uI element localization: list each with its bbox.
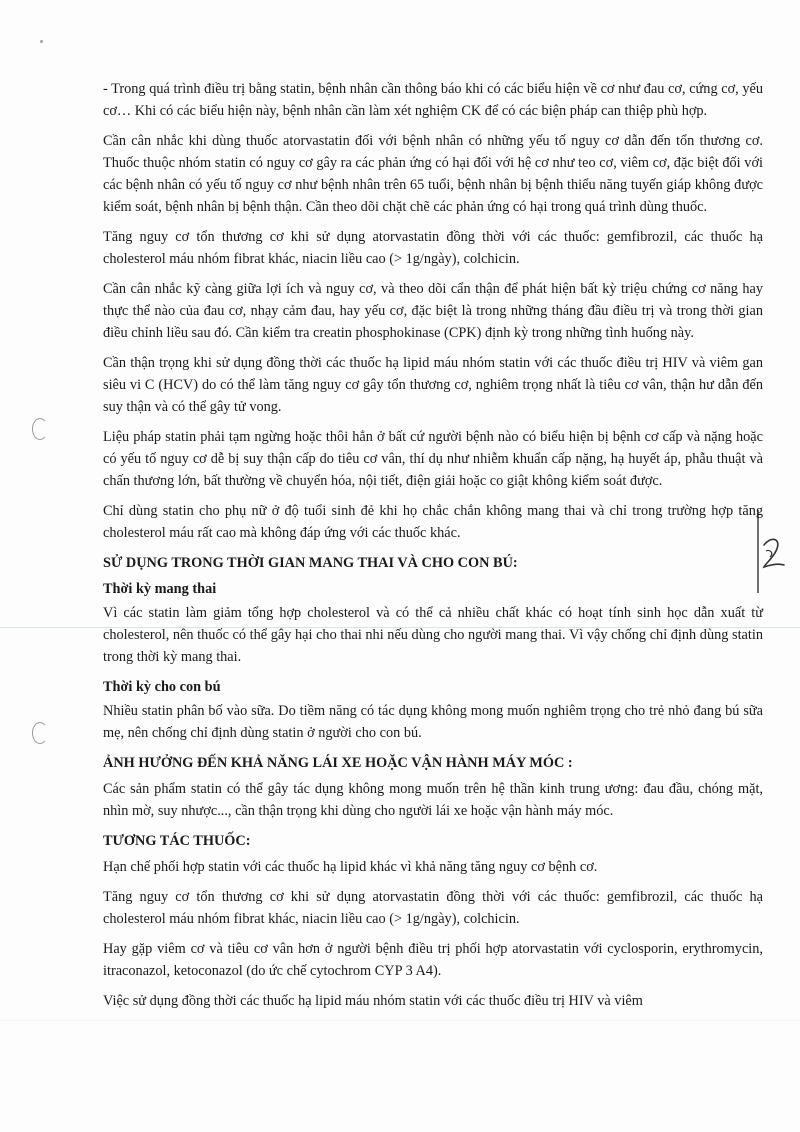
scan-speck	[40, 40, 43, 43]
paragraph-women-childbearing-age: Chỉ dùng statin cho phụ nữ ở độ tuổi sinh đẻ khi họ chắc chắn không mang thai và chỉ trong trường hợp tăng cholesterol máu rất cao mà không đáp ứng với các thuốc khác.	[103, 503, 763, 541]
paragraph-stop-therapy: Liệu pháp statin phải tạm ngừng hoặc thôi hẳn ở bất cứ người bệnh nào có biểu hiện bị bệnh cơ cấp và nặng hoặc có yếu tố nguy cơ dễ bị suy thận cấp do tiêu cơ vân, thí dụ như nhiễm khuẩn cấp nặng, hạ huyết áp, phẫu thuật và chấn thương lớn, bất thường về chuyển hóa, nội tiết, điện giải hoặc co giật không kiểm soát được.	[103, 429, 763, 489]
paragraph-combined-drugs-risk: Tăng nguy cơ tổn thương cơ khi sử dụng atorvastatin đồng thời với các thuốc: gemfibrozil, các thuốc hạ cholesterol máu nhóm fibrat khác, niacin liều cao (> 1g/ngày), colchicin.	[103, 229, 763, 267]
paragraph-breastfeeding: Nhiều statin phân bố vào sữa. Do tiềm năng có tác dụng không mong muốn nghiêm trọng cho trẻ nhỏ đang bú sữa mẹ, nên chống chỉ định dùng statin ở người cho con bú.	[103, 703, 763, 741]
section-heading-pregnancy: SỬ DỤNG TRONG THỜI GIAN MANG THAI VÀ CHO CON BÚ:	[103, 555, 518, 571]
section-heading-driving: ẢNH HƯỞNG ĐẾN KHẢ NĂNG LÁI XE HOẶC VẬN HÀNH MÁY MÓC :	[103, 755, 573, 771]
paragraph-pregnancy: Vì các statin làm giảm tổng hợp cholesterol và có thể cả nhiều chất khác có hoạt tính sinh học dẫn xuất từ cholesterol, nên thuốc có thể gây hại cho thai nhi nếu dùng cho người mang thai. Vì vậy chống chỉ định dùng statin trong thời kỳ mang thai.	[103, 605, 763, 665]
paragraph-hiv-hcv-caution: Cần thận trọng khi sử dụng đồng thời các thuốc hạ lipid máu nhóm statin với các thuốc điều trị HIV và viêm gan siêu vi C (HCV) do có thể làm tăng nguy cơ gây tổn thương cơ, nghiêm trọng nhất là tiêu cơ vân, thận hư dẫn đến suy thận và có thể gây tử vong.	[103, 355, 763, 415]
subheading-pregnancy-period: Thời kỳ mang thai	[103, 581, 217, 597]
paragraph-driving: Các sản phẩm statin có thể gây tác dụng không mong muốn trên hệ thần kinh trung ương: đau đầu, chóng mặt, nhìn mờ, suy nhược..., cần thận trọng khi dùng cho người lái xe hoặc vận hành máy móc.	[103, 781, 763, 819]
subheading-breastfeeding-period: Thời kỳ cho con bú	[103, 679, 221, 695]
paragraph-statin-muscle-symptoms: - Trong quá trình điều trị bằng statin, bệnh nhân cần thông báo khi có các biểu hiện về cơ như đau cơ, cứng cơ, yếu cơ… Khi có các biểu hiện này, bệnh nhân cần làm xét nghiệm CK để có các biện pháp can thiệp phù hợp.	[103, 81, 763, 119]
paragraph-atorvastatin-risk-factors: Cần cân nhắc khi dùng thuốc atorvastatin đối với bệnh nhân có những yếu tố nguy cơ dẫn đến tổn thương cơ. Thuốc thuộc nhóm statin có nguy cơ gây ra các phản ứng có hại đối với hệ cơ như teo cơ, viêm cơ, đặc biệt đối với các bệnh nhân có yếu tố nguy cơ như bệnh nhân trên 65 tuổi, bệnh nhân bị bệnh thiểu năng tuyến giáp không được kiểm soát, bệnh nhân bị bệnh thận. Cần theo dõi chặt chẽ các phản ứng có hại trong quá trình dùng thuốc.	[103, 133, 763, 215]
scan-artifact-line	[0, 1020, 800, 1021]
punch-hole-mark	[32, 418, 48, 440]
punch-hole-mark	[32, 722, 48, 744]
document-body	[103, 78, 763, 1020]
paragraph-benefit-risk-monitoring: Cần cân nhắc kỹ càng giữa lợi ích và nguy cơ, và theo dõi cẩn thận để phát hiện bất kỳ triệu chứng cơ năng hay thực thể nào của đau cơ, nhạy cảm đau, hay yếu cơ, đặc biệt là trong những tháng đầu điều trị và trong thời gian điều chỉnh liều sau đó. Cần kiểm tra creatin phosphokinase (CPK) định kỳ trong những tình huống này.	[103, 281, 763, 341]
paragraph-interaction-lipid: Hạn chế phối hợp statin với các thuốc hạ lipid khác vì khả năng tăng nguy cơ bệnh cơ.	[103, 859, 598, 875]
paragraph-interaction-gemfibrozil: Tăng nguy cơ tổn thương cơ khi sử dụng atorvastatin đồng thời với các thuốc: gemfibrozil, các thuốc hạ cholesterol máu nhóm fibrat khác, niacin liều cao (> 1g/ngày), colchicin.	[103, 889, 763, 927]
paragraph-interaction-cyp3a4: Hay gặp viêm cơ và tiêu cơ vân hơn ở người bệnh điều trị phối hợp atorvastatin với cyclosporin, erythromycin, itraconazol, ketoconazol (do ức chế cytochrom CYP 3 A4).	[103, 941, 763, 979]
section-heading-interactions: TƯƠNG TÁC THUỐC:	[103, 833, 251, 849]
paragraph-interaction-hiv: Việc sử dụng đồng thời các thuốc hạ lipid máu nhóm statin với các thuốc điều trị HIV và viêm	[103, 993, 643, 1009]
